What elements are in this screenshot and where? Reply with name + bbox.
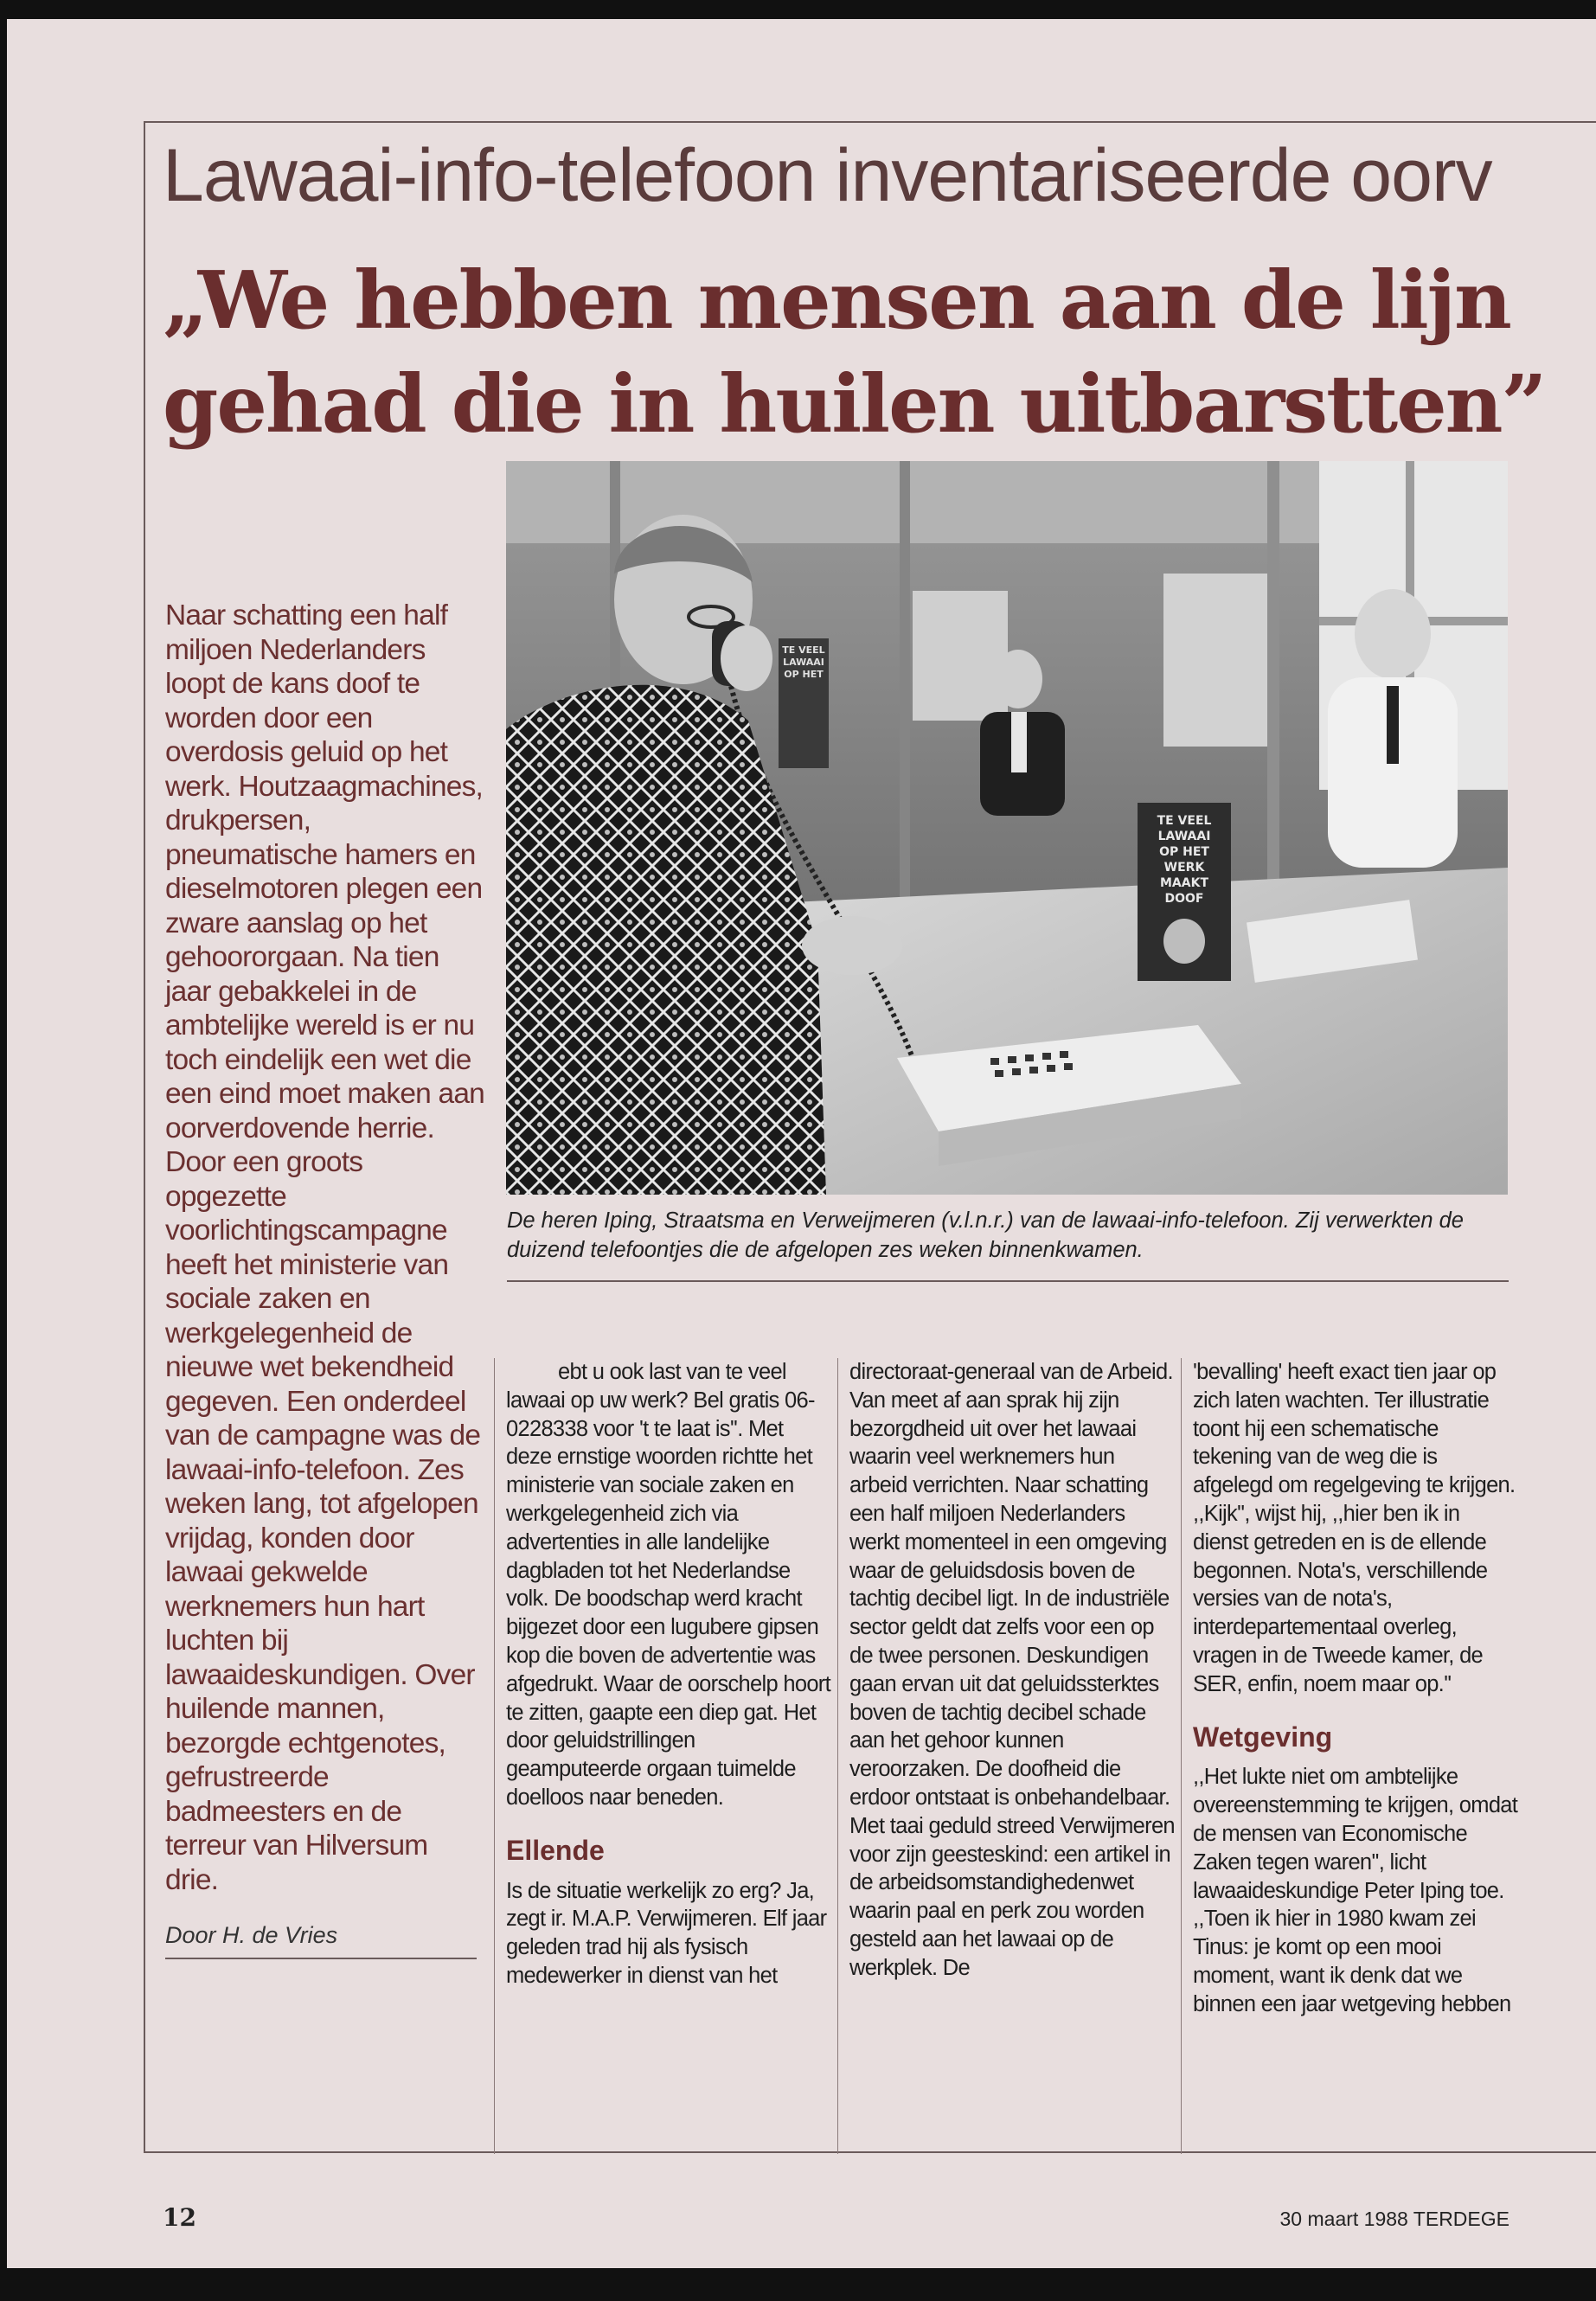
column-divider-1 — [494, 1358, 495, 2154]
body-column-3 — [1193, 1358, 1518, 2019]
book-text-4: WERK — [1163, 861, 1205, 875]
page-number: 12 — [163, 2203, 196, 2232]
column-3-paragraph-2: ,,Het lukte niet om ambtelijke overeenstemming te krijgen, omdat de mensen van Economische Zaken tegen waren'', licht lawaaideskundige Peter Iping toe. ,,Toen ik hier in 1980 kwam zei Tinus: je komt op een mooi moment, want ik denk dat we binnen een jaar wetgeving hebben — [1193, 1765, 1518, 2016]
column-1-paragraph-1-text: ebt u ook last van te veel lawaai op uw werk? Bel gratis 06-0228338 voor 't te laat is''. Met deze ernstige woorden richtte het ministerie van sociale zaken en werkgelegenheid zich via advertenties in alle landelijke dagbladen tot het Nederlandse volk. De boodschap werd kracht bijgezet door een lugubere gipsen kop die boven de advertentie was afgedrukt. Waar de oorschelp hoort te zitten, gaapte een diep gat. Het door geluidstrillingen geamputeerde orgaan tuimelde doelloos naar beneden. — [506, 1360, 830, 1810]
body-column-1 — [506, 1358, 831, 1990]
body-column-2 — [849, 1358, 1175, 1983]
magazine-page — [7, 19, 1596, 2268]
book-text-6: DOOF — [1164, 892, 1204, 906]
subheading-wetgeving: Wetgeving — [1193, 1721, 1333, 1753]
caption-divider — [507, 1280, 1509, 1282]
book-text-1: TE VEEL — [1157, 814, 1212, 828]
article-byline: Door H. de Vries — [165, 1922, 477, 1959]
article-kicker: Lawaai-info-telefoon inventariseerde oorv — [163, 134, 1492, 217]
headline-line-1: „We hebben mensen aan de lijn — [163, 253, 1510, 347]
column-2-paragraph-1: directoraat-generaal van de Arbeid. Van meet af aan sprak hij zijn bezorgdheid uit over het lawaai waarin veel werknemers hun arbeid verrichten. Naar schatting een half miljoen Nederlanders werkt momenteel in een omgeving waar de geluidsdosis boven de tachtig decibel ligt. In de industriële sector geldt dat zelfs voor een op de twee personen. Deskundigen gaan ervan uit dat geluidssterktes boven de tachtig decibel schade aan het gehoor kunnen veroorzaken. De doofheid die erdoor ontstaat is onbehandelbaar. — [849, 1360, 1173, 1810]
column-1-paragraph-2: Is de situatie werkelijk zo erg? Ja, zegt ir. M.A.P. Verwijmeren. Elf jaar geleden trad hij als fysisch medewerker in dienst van het — [506, 1878, 827, 1988]
poster-text-1: TE VEEL — [782, 644, 825, 656]
issue-dateline: 30 maart 1988 TERDEGE — [1279, 2208, 1509, 2230]
poster-text-2: LAWAAI — [783, 657, 824, 668]
office-photo-illustration — [506, 461, 1508, 1195]
book-text-3: OP HET — [1159, 845, 1209, 859]
column-divider-2 — [837, 1358, 838, 2154]
column-2-paragraph-2: Met taai geduld streed Verwijmeren voor zijn geesteskind: een artikel in de arbeidsomstandighedenwet waarin paal en perk zou worden gesteld aan het lawaai op de werkplek. De — [849, 1813, 1175, 1980]
photo-caption: De heren Iping, Straatsma en Verweijmeren (v.l.n.r.) van de lawaai-info-telefoon. Zij verwerkten de duizend telefoontjes die de afgelopen zes weken binnenkwamen. — [507, 1208, 1464, 1262]
column-1-paragraph-1 — [506, 1358, 831, 1812]
poster-text-3: OP HET — [784, 669, 824, 680]
book-text-5: MAAKT — [1160, 876, 1208, 890]
article-intro: Naar schatting een half miljoen Nederlanders loopt de kans doof te worden door een overdosis geluid op het werk. Houtzaagmachines, drukpersen, pneumatische hamers en dieselmotoren plegen een zware aanslag op het gehoororgaan. Na tien jaar gebakkelei in de ambtelijke wereld is er nu toch eindelijk een wet die een eind moet maken aan oorverdovende herrie. Door een groots opgezette voorlichtingscampagne heeft het ministerie van sociale zaken en werkgelegenheid de nieuwe wet bekendheid gegeven. Een onderdeel van de campagne was de lawaai-info-telefoon. Zes weken lang, tot afgelopen vrijdag, konden door lawaai gekwelde werknemers hun hart luchten bij lawaaideskundigen. Over huilende mannen, bezorgde echtgenotes, gefrustreerde badmeesters en de terreur van Hilversum drie. — [165, 599, 484, 1896]
column-divider-3 — [1181, 1358, 1182, 2154]
headline-line-2: gehad die in huilen uitbarstten” — [163, 357, 1546, 451]
column-3-paragraph-1: 'bevalling' heeft exact tien jaar op zich laten wachten. Ter illustratie toont hij een schematische tekening van de weg die is afgelegd om regelgeving te krijgen. ,,Kijk'', wijst hij, ,,hier ben ik in dienst getreden en is de ellende begonnen. Nota's, verschillende versies van de nota's, interdepartementaal overleg, vragen in de Tweede kamer, de SER, enfin, noem maar op.'' — [1193, 1360, 1516, 1696]
subheading-ellende: Ellende — [506, 1834, 605, 1866]
article-photo — [506, 461, 1508, 1195]
book-text-2: LAWAAI — [1157, 830, 1211, 843]
article-headline — [163, 248, 1545, 456]
